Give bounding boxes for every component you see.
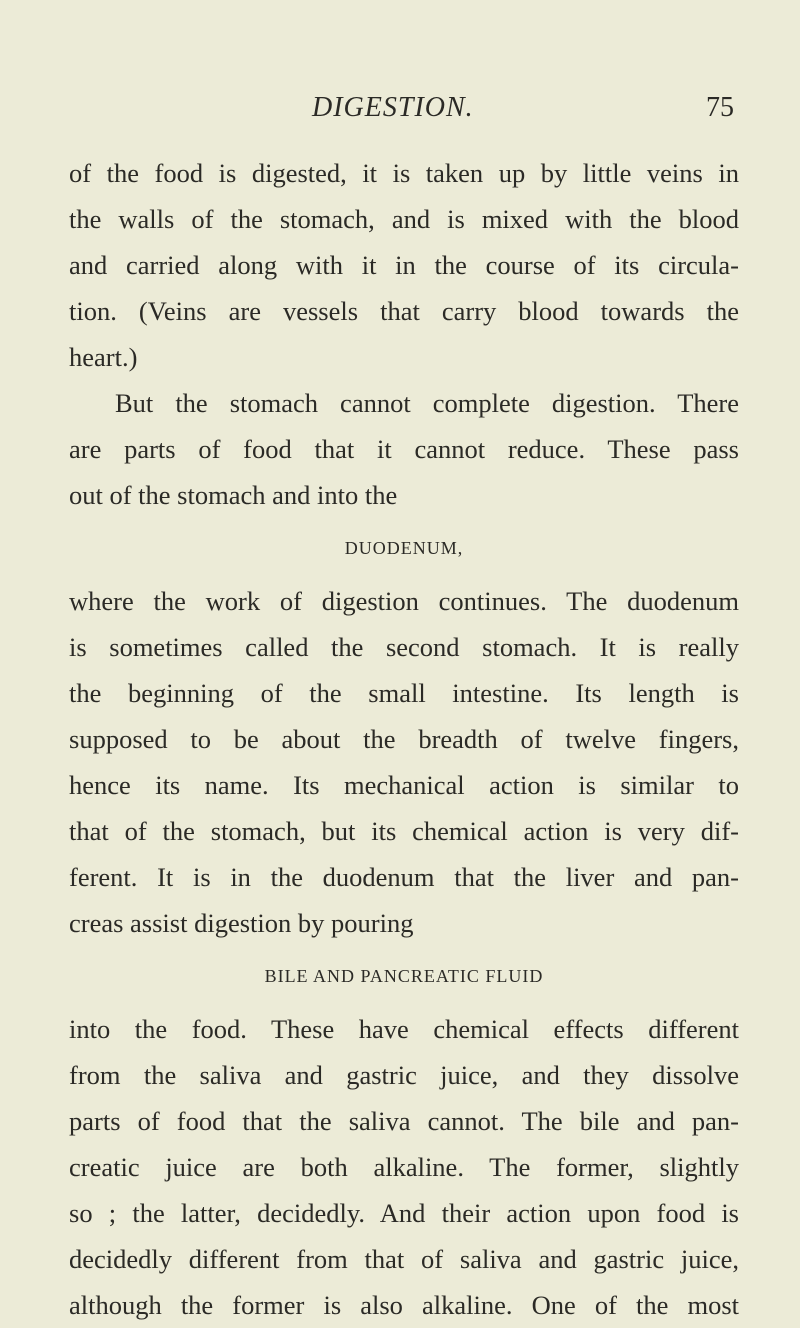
paragraph-4: [69, 1006, 739, 1328]
body-text: [69, 150, 739, 1328]
text-line: and carried along with it in the course of its circula-: [69, 250, 739, 280]
text-line: so ; the latter, decidedly. And their action upon food is: [69, 1198, 739, 1228]
text-line: of the food is digested, it is taken up by little veins in: [69, 158, 739, 188]
text-line: hence its name. Its mechanical action is similar to: [69, 770, 739, 800]
text-line: from the saliva and gastric juice, and they dissolve: [69, 1060, 739, 1090]
text-line: are parts of food that it cannot reduce. These pass: [69, 434, 739, 464]
text-line: But the stomach cannot complete digestion. There: [115, 388, 739, 418]
text-line: supposed to be about the breadth of twelve fingers,: [69, 724, 739, 754]
section-heading-bile: BILE AND PANCREATIC FLUID: [264, 966, 544, 986]
section-heading-duodenum: DUODENUM,: [344, 538, 464, 558]
text-line: the beginning of the small intestine. Its length is: [69, 678, 739, 708]
text-line: ferent. It is in the duodenum that the liver and pan-: [69, 862, 739, 892]
text-line: although the former is also alkaline. One of the most: [69, 1290, 739, 1320]
text-line: out of the stomach and into the: [69, 480, 398, 510]
text-line: parts of food that the saliva cannot. The bile and pan-: [69, 1106, 739, 1136]
text-line: into the food. These have chemical effects different: [69, 1014, 739, 1044]
text-line: decidedly different from that of saliva and gastric juice,: [69, 1244, 739, 1274]
page-header: [0, 92, 800, 132]
text-line: is sometimes called the second stomach. It is really: [69, 632, 739, 662]
page-number: 75: [706, 92, 734, 123]
paragraph-3: [69, 578, 739, 946]
text-line: creatic juice are both alkaline. The former, slightly: [69, 1152, 739, 1182]
text-line: heart.): [69, 342, 138, 372]
text-line: where the work of digestion continues. The duodenum: [69, 586, 739, 616]
text-line: that of the stomach, but its chemical action is very dif-: [69, 816, 739, 846]
running-title: DIGESTION.: [312, 92, 474, 123]
text-line: creas assist digestion by pouring: [69, 908, 414, 938]
paragraph-2: [69, 380, 739, 518]
text-line: the walls of the stomach, and is mixed with the blood: [69, 204, 739, 234]
paragraph-1: [69, 150, 739, 380]
text-line: tion. (Veins are vessels that carry blood towards the: [69, 296, 739, 326]
